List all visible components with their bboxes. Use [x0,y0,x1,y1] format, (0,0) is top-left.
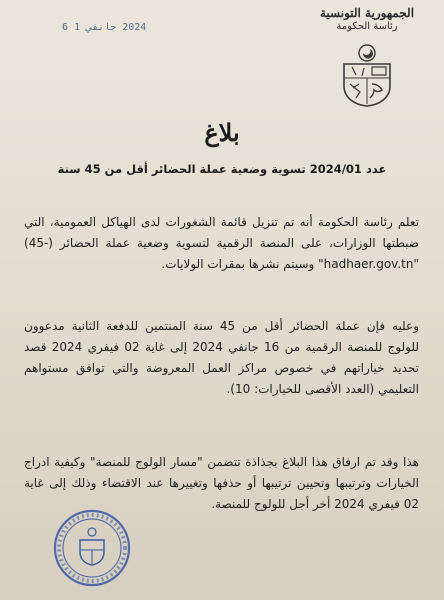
paragraph-3: هذا وقد تم ارفاق هذا البلاغ بجذاذة تتضمن "مسار الولوج للمنصة" وكيفية ادراج الخيارات وترتيبها وتحيين ترتيبها أو حذفها وتغييرها عند الاقتضاء وذلك إلى غاية 02 فيفري 2024 أخر أجل للولوج للمنصة. [24,455,419,511]
paragraph-1: تعلم رئاسة الحكومة أنه تم تنزيل قائمة الشغورات لدى الهياكل العمومية، التي ضبطتها الوزارات، على المنصة الرقمية لتسوية وضعية عملة الحضائر (-45) "hadhaer.gov.tn" وسيتم نشرها بمقرات الولايات. [24,215,419,271]
document-title: بلاغ [204,118,240,147]
issuer-line-republic: الجمهورية التونسية [319,6,415,20]
issuer-line-presidency: رئاسة الحكومة [336,21,398,32]
date-stamp: 2024 جانفي 1 6 [62,22,147,33]
official-seal-stamp [52,508,132,588]
document-subtitle: عدد 2024/01 تسوية وضعية عملة الحضائر أقل من 45 سنة [57,162,387,176]
coat-of-arms-emblem [336,42,398,108]
issuer-header [312,6,422,32]
paragraph-2: وعليه فإن عملة الحضائر أقل من 45 سنة المنتمين للدفعة الثانية مدعوون للولوج للمنصة الرقمية من 16 جانفي 2024 إلى غاية 02 فيفري 2024 قصد تحديد خياراتهم في خصوص مراكز العمل المعروضة والتي توافق مستواهم التعليمي (العدد الأقصى للخيارات: 10). [24,319,419,396]
